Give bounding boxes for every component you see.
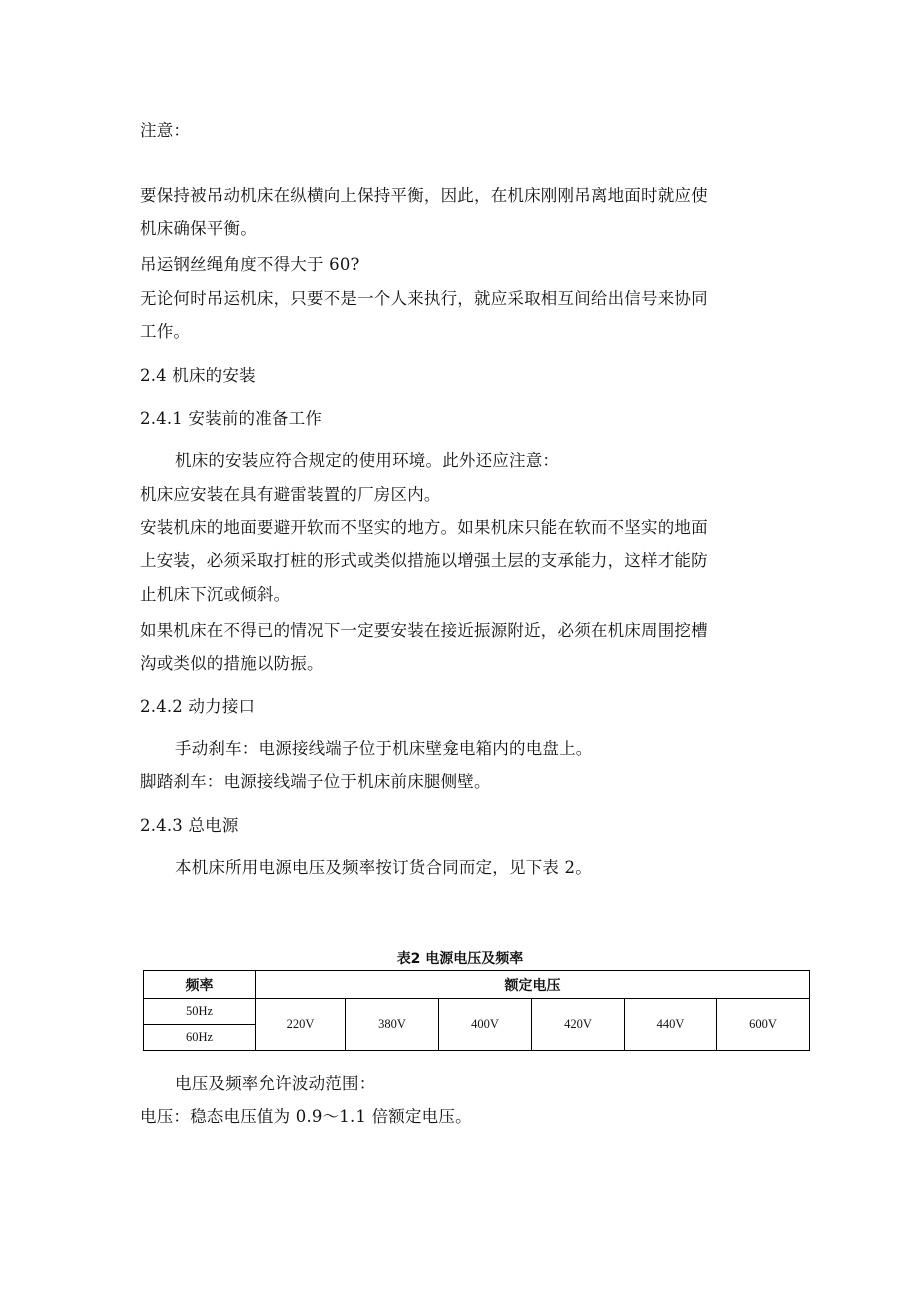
frequency-cell: 60Hz — [144, 1025, 256, 1051]
paragraph-line: 止机床下沉或倾斜。 — [140, 585, 291, 604]
paragraph-line: 手动刹车：电源接线端子位于机床壁龛电箱内的电盘上。 — [175, 739, 593, 758]
paragraph-line: 脚踏刹车：电源接线端子位于机床前床腿侧壁。 — [140, 772, 491, 791]
section-heading: 2.4 机床的安装 — [140, 366, 256, 385]
paragraph-line: 要保持被吊动机床在纵横向上保持平衡，因此，在机床刚刚吊离地面时就应使 — [140, 186, 708, 205]
paragraph-line: 电压：稳态电压值为 0.9～1.1 倍额定电压。 — [140, 1107, 472, 1126]
paragraph-line: 电压及频率允许波动范围： — [175, 1074, 376, 1093]
paragraph-line: 无论何时吊运机床，只要不是一个人来执行，就应采取相互间给出信号来协同 — [140, 289, 708, 308]
paragraph-line: 安装机床的地面要避开软而不坚实的地方。如果机床只能在软而不坚实的地面 — [140, 518, 708, 537]
paragraph-line: 本机床所用电源电压及频率按订货合同而定，见下表 2。 — [175, 858, 592, 877]
paragraph-line: 机床的安装应符合规定的使用环境。此外还应注意： — [175, 451, 560, 470]
paragraph-line: 吊运钢丝绳角度不得大于 60? — [140, 255, 360, 274]
table-caption: 表2 电源电压及频率 — [396, 951, 524, 967]
subsection-heading: 2.4.2 动力接口 — [140, 697, 256, 716]
note-heading: 注意： — [140, 121, 191, 140]
voltage-frequency-table — [143, 970, 810, 1051]
paragraph-line: 沟或类似的措施以防振。 — [140, 654, 324, 673]
subsection-heading: 2.4.3 总电源 — [140, 816, 239, 835]
header-rated-voltage: 额定电压 — [256, 971, 810, 999]
paragraph-line: 机床应安装在具有避雷装置的厂房区内。 — [140, 485, 441, 504]
subsection-heading: 2.4.1 安装前的准备工作 — [140, 409, 323, 428]
paragraph-line: 工作。 — [140, 322, 191, 341]
voltage-cell: 380V — [346, 999, 439, 1051]
paragraph-line: 机床确保平衡。 — [140, 219, 257, 238]
voltage-cell: 400V — [439, 999, 532, 1051]
frequency-cell: 50Hz — [144, 999, 256, 1025]
paragraph-line: 上安装，必须采取打桩的形式或类似措施以增强土层的支承能力，这样才能防 — [140, 551, 708, 570]
voltage-cell: 600V — [717, 999, 810, 1051]
voltage-cell: 420V — [532, 999, 625, 1051]
header-frequency: 频率 — [144, 971, 256, 999]
voltage-cell: 220V — [256, 999, 346, 1051]
voltage-cell: 440V — [625, 999, 717, 1051]
paragraph-line: 如果机床在不得已的情况下一定要安装在接近振源附近，必须在机床周围挖槽 — [140, 621, 708, 640]
